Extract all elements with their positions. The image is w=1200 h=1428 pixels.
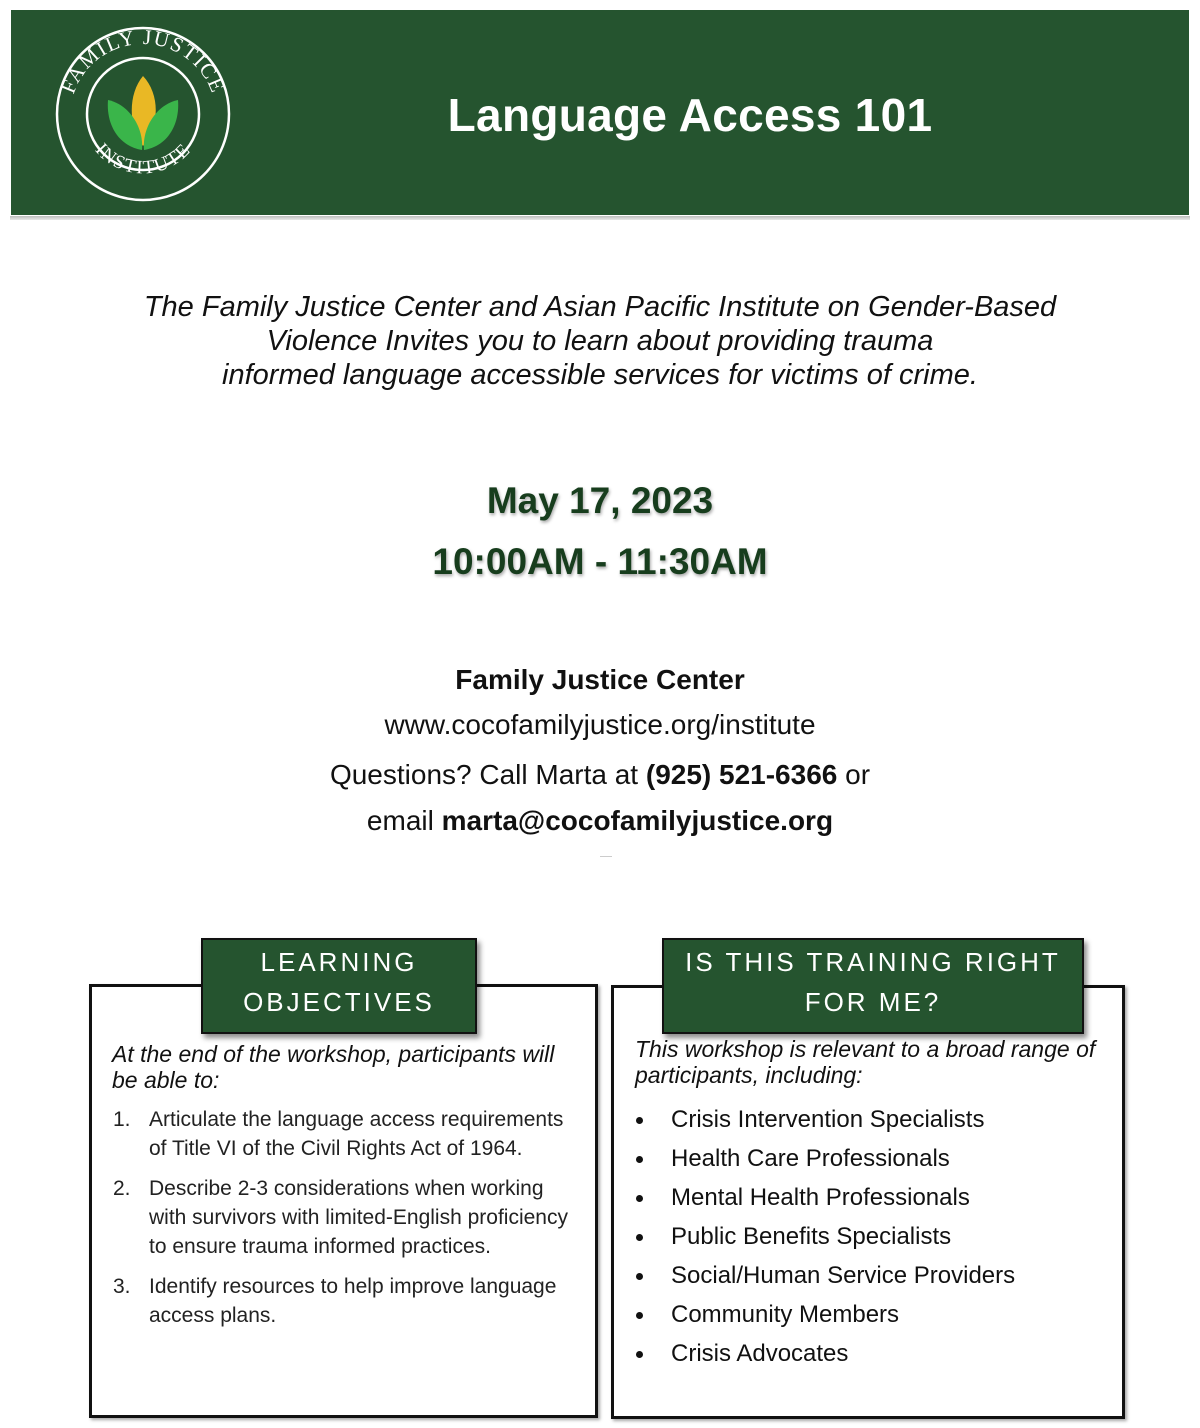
item-text: Community Members [671, 1301, 900, 1328]
logo-top-text: FAMILY JUSTICE [55, 24, 231, 97]
objectives-list [113, 1105, 583, 1341]
list-item [634, 1100, 1114, 1139]
objectives-intro: At the end of the workshop, participants will be able to: [112, 1041, 555, 1093]
audience-list [634, 1100, 1114, 1373]
learning-objectives-box [89, 984, 598, 1418]
list-item [634, 1139, 1114, 1178]
list-item [634, 1295, 1114, 1334]
bullet-icon [636, 1273, 643, 1280]
phone-suffix: or [837, 759, 871, 790]
intro-line: The Family Justice Center and Asian Pacific Institute on Gender-Based [143, 291, 1057, 323]
item-text: Crisis Advocates [671, 1340, 849, 1367]
list-item [113, 1174, 583, 1261]
list-item [634, 1178, 1114, 1217]
bullet-icon [636, 1234, 643, 1241]
item-text: Describe 2-3 considerations when working with survivors with limited-English proficiency to ensure trauma informed practices. [149, 1177, 568, 1258]
item-text: Social/Human Service Providers [671, 1262, 1016, 1289]
family-justice-institute-logo [48, 22, 238, 207]
email-prefix: email [366, 805, 442, 836]
logo-bottom-text: INSTITUTE [90, 139, 196, 179]
audience-intro: This workshop is relevant to a broad range of participants, including: [635, 1036, 1096, 1088]
header-shadow [10, 216, 1190, 220]
bullet-icon [636, 1156, 643, 1163]
item-number: 1. [113, 1108, 131, 1131]
item-text: Health Care Professionals [671, 1145, 950, 1172]
item-text: Identify resources to help improve language access plans. [149, 1275, 557, 1327]
list-item [634, 1334, 1114, 1373]
intro-line: informed language accessible services for victims of crime. [222, 359, 978, 391]
page-title: Language Access 101 [447, 89, 933, 141]
list-item [113, 1272, 583, 1330]
intro-line: Violence Invites you to learn about providing trauma [266, 325, 934, 357]
event-date: May 17, 2023 [486, 480, 714, 521]
bullet-icon [636, 1351, 643, 1358]
heading-line: OBJECTIVES [243, 987, 435, 1017]
bullet-icon [636, 1195, 643, 1202]
item-number: 3. [113, 1275, 131, 1298]
training-fit-heading [662, 938, 1084, 1034]
intro-text [80, 290, 1120, 392]
item-number: 2. [113, 1177, 131, 1200]
list-item [634, 1256, 1114, 1295]
center-name: Family Justice Center [455, 664, 745, 695]
divider [600, 856, 612, 857]
phone-prefix: Questions? Call Marta at [329, 759, 646, 790]
item-text: Articulate the language access requirements of Title VI of the Civil Rights Act of 1964. [149, 1108, 564, 1160]
website-link[interactable]: www.cocofamilyjustice.org/institute [384, 709, 816, 740]
training-fit-box [611, 985, 1125, 1419]
email-line [0, 805, 1200, 837]
item-text: Mental Health Professionals [671, 1184, 970, 1211]
bullet-icon [636, 1117, 643, 1124]
phone-line [0, 759, 1200, 791]
heading-line: IS THIS TRAINING RIGHT [685, 947, 1061, 977]
event-time: 10:00AM - 11:30AM [432, 541, 768, 582]
heading-line: FOR ME? [804, 987, 942, 1017]
list-item [113, 1105, 583, 1163]
list-item [634, 1217, 1114, 1256]
item-text: Public Benefits Specialists [671, 1223, 952, 1250]
bullet-icon [636, 1312, 643, 1319]
phone-number[interactable]: (925) 521-6366 [645, 759, 838, 790]
email-address[interactable]: marta@cocofamilyjustice.org [441, 805, 834, 836]
item-text: Crisis Intervention Specialists [671, 1106, 985, 1133]
heading-line: LEARNING [260, 947, 418, 977]
learning-objectives-heading [201, 938, 477, 1034]
